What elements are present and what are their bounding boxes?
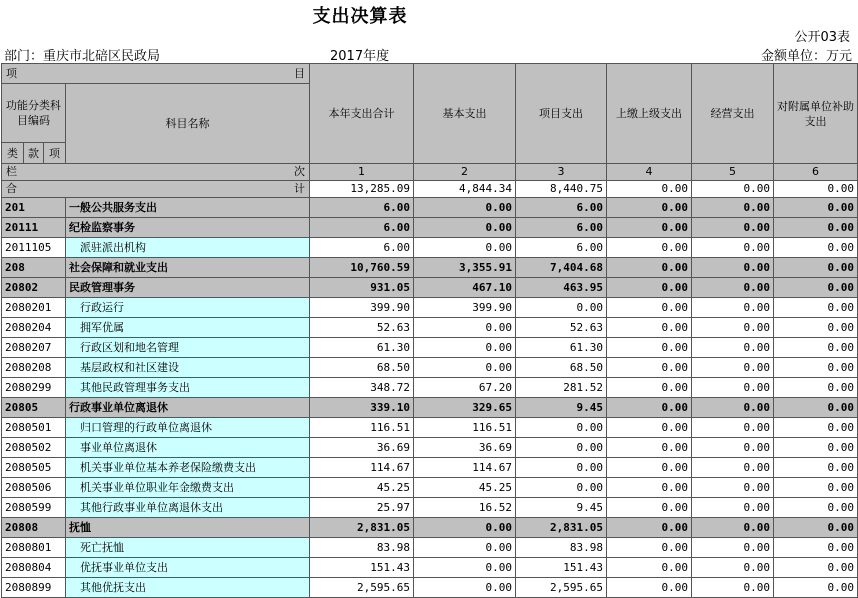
amount-cell: 0.00 — [692, 238, 774, 258]
table-row — [2, 478, 858, 498]
subject-name: 一般公共服务支出 — [66, 198, 310, 218]
amount-cell: 0.00 — [607, 218, 692, 238]
col-header-6: 对附属单位补助支出 — [774, 64, 858, 164]
table-row — [2, 218, 858, 238]
table-row — [2, 538, 858, 558]
amount-cell: 0.00 — [607, 398, 692, 418]
table-body — [2, 64, 858, 598]
amount-cell: 0.00 — [692, 578, 774, 598]
amount-cell: 0.00 — [414, 358, 516, 378]
amount-cell: 0.00 — [607, 278, 692, 298]
subject-code: 2080208 — [2, 358, 66, 378]
department-label: 部门：重庆市北碚区民政局 — [4, 49, 161, 64]
header-xiang-mu — [2, 64, 310, 84]
amount-cell: 114.67 — [414, 458, 516, 478]
amount-cell: 25.97 — [310, 498, 414, 518]
col-number-2: 2 — [414, 164, 516, 181]
subject-name-header: 科目名称 — [66, 84, 310, 164]
subject-name: 基层政权和社区建设 — [66, 358, 310, 378]
col-number-6: 6 — [774, 164, 858, 181]
subject-name: 机关事业单位基本养老保险缴费支出 — [66, 458, 310, 478]
col-number-5: 5 — [692, 164, 774, 181]
amount-cell: 0.00 — [516, 298, 607, 318]
subject-code: 20111 — [2, 218, 66, 238]
col-number-1: 1 — [310, 164, 414, 181]
amount-cell: 16.52 — [414, 498, 516, 518]
subject-code: 2011105 — [2, 238, 66, 258]
total-value-3: 8,440.75 — [516, 181, 607, 198]
fiscal-year: 2017年度 — [330, 49, 390, 64]
col-header-1: 本年支出合计 — [310, 64, 414, 164]
amount-cell: 0.00 — [774, 578, 858, 598]
amount-cell: 0.00 — [774, 498, 858, 518]
amount-cell: 0.00 — [692, 318, 774, 338]
amount-cell: 0.00 — [692, 278, 774, 298]
amount-cell: 399.90 — [310, 298, 414, 318]
col-number-4: 4 — [607, 164, 692, 181]
amount-cell: 0.00 — [607, 518, 692, 538]
amount-cell: 0.00 — [692, 438, 774, 458]
amount-cell: 0.00 — [774, 458, 858, 478]
amount-cell: 68.50 — [516, 358, 607, 378]
amount-cell: 0.00 — [692, 558, 774, 578]
amount-cell: 0.00 — [607, 538, 692, 558]
amount-cell: 52.63 — [310, 318, 414, 338]
amount-cell: 0.00 — [692, 358, 774, 378]
subject-name: 社会保障和就业支出 — [66, 258, 310, 278]
amount-cell: 52.63 — [516, 318, 607, 338]
form-code: 公开03表 — [794, 30, 850, 45]
amount-cell: 0.00 — [774, 558, 858, 578]
amount-cell: 6.00 — [310, 198, 414, 218]
amount-cell: 36.69 — [310, 438, 414, 458]
amount-cell: 45.25 — [310, 478, 414, 498]
amount-cell: 0.00 — [516, 458, 607, 478]
amount-cell: 0.00 — [414, 538, 516, 558]
header-lei: 类 — [2, 143, 24, 164]
amount-cell: 0.00 — [692, 398, 774, 418]
amount-cell: 463.95 — [516, 278, 607, 298]
expenditure-table — [1, 63, 858, 598]
amount-cell: 2,831.05 — [516, 518, 607, 538]
amount-cell: 0.00 — [774, 258, 858, 278]
amount-cell: 61.30 — [310, 338, 414, 358]
subject-code: 2080801 — [2, 538, 66, 558]
table-row — [2, 418, 858, 438]
table-row — [2, 378, 858, 398]
amount-cell: 0.00 — [607, 258, 692, 278]
amount-cell: 2,831.05 — [310, 518, 414, 538]
subject-code: 2080506 — [2, 478, 66, 498]
column-number-row — [2, 164, 858, 181]
amount-cell: 0.00 — [692, 518, 774, 538]
table-row — [2, 498, 858, 518]
amount-cell: 114.67 — [310, 458, 414, 478]
subject-name: 行政区划和地名管理 — [66, 338, 310, 358]
amount-cell: 0.00 — [516, 438, 607, 458]
amount-cell: 0.00 — [692, 218, 774, 238]
table-row — [2, 358, 858, 378]
amount-cell: 0.00 — [607, 298, 692, 318]
subject-name: 民政管理事务 — [66, 278, 310, 298]
amount-cell: 116.51 — [414, 418, 516, 438]
subject-name: 行政运行 — [66, 298, 310, 318]
total-value-1: 13,285.09 — [310, 181, 414, 198]
amount-cell: 931.05 — [310, 278, 414, 298]
subject-name: 抚恤 — [66, 518, 310, 538]
subject-code: 208 — [2, 258, 66, 278]
table-row — [2, 298, 858, 318]
amount-cell: 0.00 — [607, 198, 692, 218]
func-code-header: 功能分类科目编码 — [2, 84, 66, 143]
amount-cell: 68.50 — [310, 358, 414, 378]
amount-cell: 36.69 — [414, 438, 516, 458]
amount-cell: 0.00 — [692, 538, 774, 558]
amount-cell: 9.45 — [516, 498, 607, 518]
subject-code: 2080502 — [2, 438, 66, 458]
col-header-3: 项目支出 — [516, 64, 607, 164]
amount-cell: 0.00 — [774, 518, 858, 538]
report-title: 支出决算表 — [312, 6, 408, 27]
amount-cell: 10,760.59 — [310, 258, 414, 278]
amount-cell: 0.00 — [774, 398, 858, 418]
subject-code: 2080505 — [2, 458, 66, 478]
amount-cell: 0.00 — [774, 378, 858, 398]
table-row — [2, 238, 858, 258]
amount-cell: 6.00 — [516, 198, 607, 218]
col-header-2: 基本支出 — [414, 64, 516, 164]
total-value-2: 4,844.34 — [414, 181, 516, 198]
amount-cell: 83.98 — [310, 538, 414, 558]
table-row — [2, 558, 858, 578]
amount-cell: 0.00 — [774, 538, 858, 558]
amount-cell: 3,355.91 — [414, 258, 516, 278]
table-row — [2, 258, 858, 278]
total-he: 合 — [6, 182, 17, 195]
amount-cell: 0.00 — [692, 478, 774, 498]
amount-cell: 0.00 — [774, 218, 858, 238]
subject-name: 其他民政管理事务支出 — [66, 378, 310, 398]
amount-cell: 0.00 — [774, 418, 858, 438]
amount-cell: 0.00 — [774, 318, 858, 338]
amount-cell: 0.00 — [607, 318, 692, 338]
amount-cell: 2,595.65 — [516, 578, 607, 598]
table-row — [2, 458, 858, 478]
subject-name: 其他行政事业单位离退休支出 — [66, 498, 310, 518]
total-value-6: 0.00 — [774, 181, 858, 198]
header-kuan: 款 — [24, 143, 44, 164]
amount-cell: 0.00 — [692, 298, 774, 318]
amount-cell: 45.25 — [414, 478, 516, 498]
subject-code: 2080204 — [2, 318, 66, 338]
amount-cell: 0.00 — [774, 338, 858, 358]
amount-cell: 281.52 — [516, 378, 607, 398]
amount-cell: 7,404.68 — [516, 258, 607, 278]
amount-cell: 0.00 — [414, 218, 516, 238]
amount-cell: 0.00 — [692, 458, 774, 478]
amount-cell: 6.00 — [310, 238, 414, 258]
amount-cell: 2,595.65 — [310, 578, 414, 598]
amount-cell: 0.00 — [607, 498, 692, 518]
header-row-1 — [2, 64, 858, 84]
amount-cell: 329.65 — [414, 398, 516, 418]
table-row — [2, 518, 858, 538]
table-row — [2, 198, 858, 218]
subject-code: 2080599 — [2, 498, 66, 518]
table-row — [2, 438, 858, 458]
amount-cell: 0.00 — [607, 238, 692, 258]
amount-cell: 83.98 — [516, 538, 607, 558]
amount-cell: 151.43 — [310, 558, 414, 578]
amount-cell: 0.00 — [414, 318, 516, 338]
amount-cell: 348.72 — [310, 378, 414, 398]
amount-cell: 0.00 — [692, 258, 774, 278]
amount-cell: 67.20 — [414, 378, 516, 398]
amount-cell: 6.00 — [516, 218, 607, 238]
amount-cell: 116.51 — [310, 418, 414, 438]
subject-name: 派驻派出机构 — [66, 238, 310, 258]
subject-code: 2080899 — [2, 578, 66, 598]
subject-code: 201 — [2, 198, 66, 218]
subject-name: 死亡抚恤 — [66, 538, 310, 558]
amount-cell: 0.00 — [607, 338, 692, 358]
amount-cell: 151.43 — [516, 558, 607, 578]
subject-name: 事业单位离退休 — [66, 438, 310, 458]
subject-name: 行政事业单位离退休 — [66, 398, 310, 418]
table-row — [2, 318, 858, 338]
table-row — [2, 578, 858, 598]
amount-cell: 0.00 — [607, 458, 692, 478]
amount-cell: 0.00 — [516, 418, 607, 438]
amount-cell: 467.10 — [414, 278, 516, 298]
lan-ci-cell — [2, 164, 310, 181]
subject-code: 2080804 — [2, 558, 66, 578]
amount-cell: 6.00 — [516, 238, 607, 258]
header-xiang2: 项 — [44, 143, 66, 164]
subject-code: 2080299 — [2, 378, 66, 398]
subject-name: 拥军优属 — [66, 318, 310, 338]
amount-cell: 0.00 — [516, 478, 607, 498]
amount-cell: 0.00 — [774, 238, 858, 258]
subject-name: 机关事业单位职业年金缴费支出 — [66, 478, 310, 498]
subject-code: 2080501 — [2, 418, 66, 438]
subject-name: 其他优抚支出 — [66, 578, 310, 598]
subject-name: 纪检监察事务 — [66, 218, 310, 238]
amount-cell: 61.30 — [516, 338, 607, 358]
amount-cell: 0.00 — [774, 438, 858, 458]
amount-cell: 0.00 — [414, 198, 516, 218]
amount-unit: 金额单位：万元 — [760, 49, 852, 64]
total-label — [2, 181, 310, 198]
table-row — [2, 278, 858, 298]
amount-cell: 0.00 — [692, 378, 774, 398]
col-header-5: 经营支出 — [692, 64, 774, 164]
amount-cell: 0.00 — [414, 518, 516, 538]
amount-cell: 339.10 — [310, 398, 414, 418]
table-row — [2, 338, 858, 358]
subject-code: 2080201 — [2, 298, 66, 318]
amount-cell: 0.00 — [607, 418, 692, 438]
amount-cell: 0.00 — [692, 498, 774, 518]
amount-cell: 0.00 — [607, 378, 692, 398]
total-value-4: 0.00 — [607, 181, 692, 198]
amount-cell: 0.00 — [774, 358, 858, 378]
header-xiang: 项 — [6, 67, 17, 80]
table-row — [2, 398, 858, 418]
amount-cell: 0.00 — [692, 338, 774, 358]
amount-cell: 0.00 — [607, 358, 692, 378]
amount-cell: 0.00 — [774, 298, 858, 318]
amount-cell: 399.90 — [414, 298, 516, 318]
amount-cell: 0.00 — [414, 338, 516, 358]
subject-code: 20808 — [2, 518, 66, 538]
amount-cell: 0.00 — [607, 558, 692, 578]
subject-name: 优抚事业单位支出 — [66, 558, 310, 578]
amount-cell: 0.00 — [607, 478, 692, 498]
amount-cell: 0.00 — [692, 198, 774, 218]
amount-cell: 0.00 — [414, 238, 516, 258]
amount-cell: 0.00 — [692, 418, 774, 438]
col-header-4: 上缴上级支出 — [607, 64, 692, 164]
subject-name: 归口管理的行政单位离退休 — [66, 418, 310, 438]
total-ji: 计 — [294, 182, 305, 195]
amount-cell: 0.00 — [774, 278, 858, 298]
header-lan: 栏 — [6, 165, 17, 178]
header-mu: 目 — [294, 67, 305, 80]
amount-cell: 0.00 — [414, 578, 516, 598]
total-value-5: 0.00 — [692, 181, 774, 198]
amount-cell: 0.00 — [774, 478, 858, 498]
amount-cell: 0.00 — [414, 558, 516, 578]
header-ci: 次 — [294, 165, 305, 178]
amount-cell: 6.00 — [310, 218, 414, 238]
subject-code: 20802 — [2, 278, 66, 298]
amount-cell: 0.00 — [607, 438, 692, 458]
amount-cell: 0.00 — [774, 198, 858, 218]
amount-cell: 0.00 — [607, 578, 692, 598]
amount-cell: 9.45 — [516, 398, 607, 418]
subject-code: 20805 — [2, 398, 66, 418]
subject-code: 2080207 — [2, 338, 66, 358]
total-row — [2, 181, 858, 198]
col-number-3: 3 — [516, 164, 607, 181]
